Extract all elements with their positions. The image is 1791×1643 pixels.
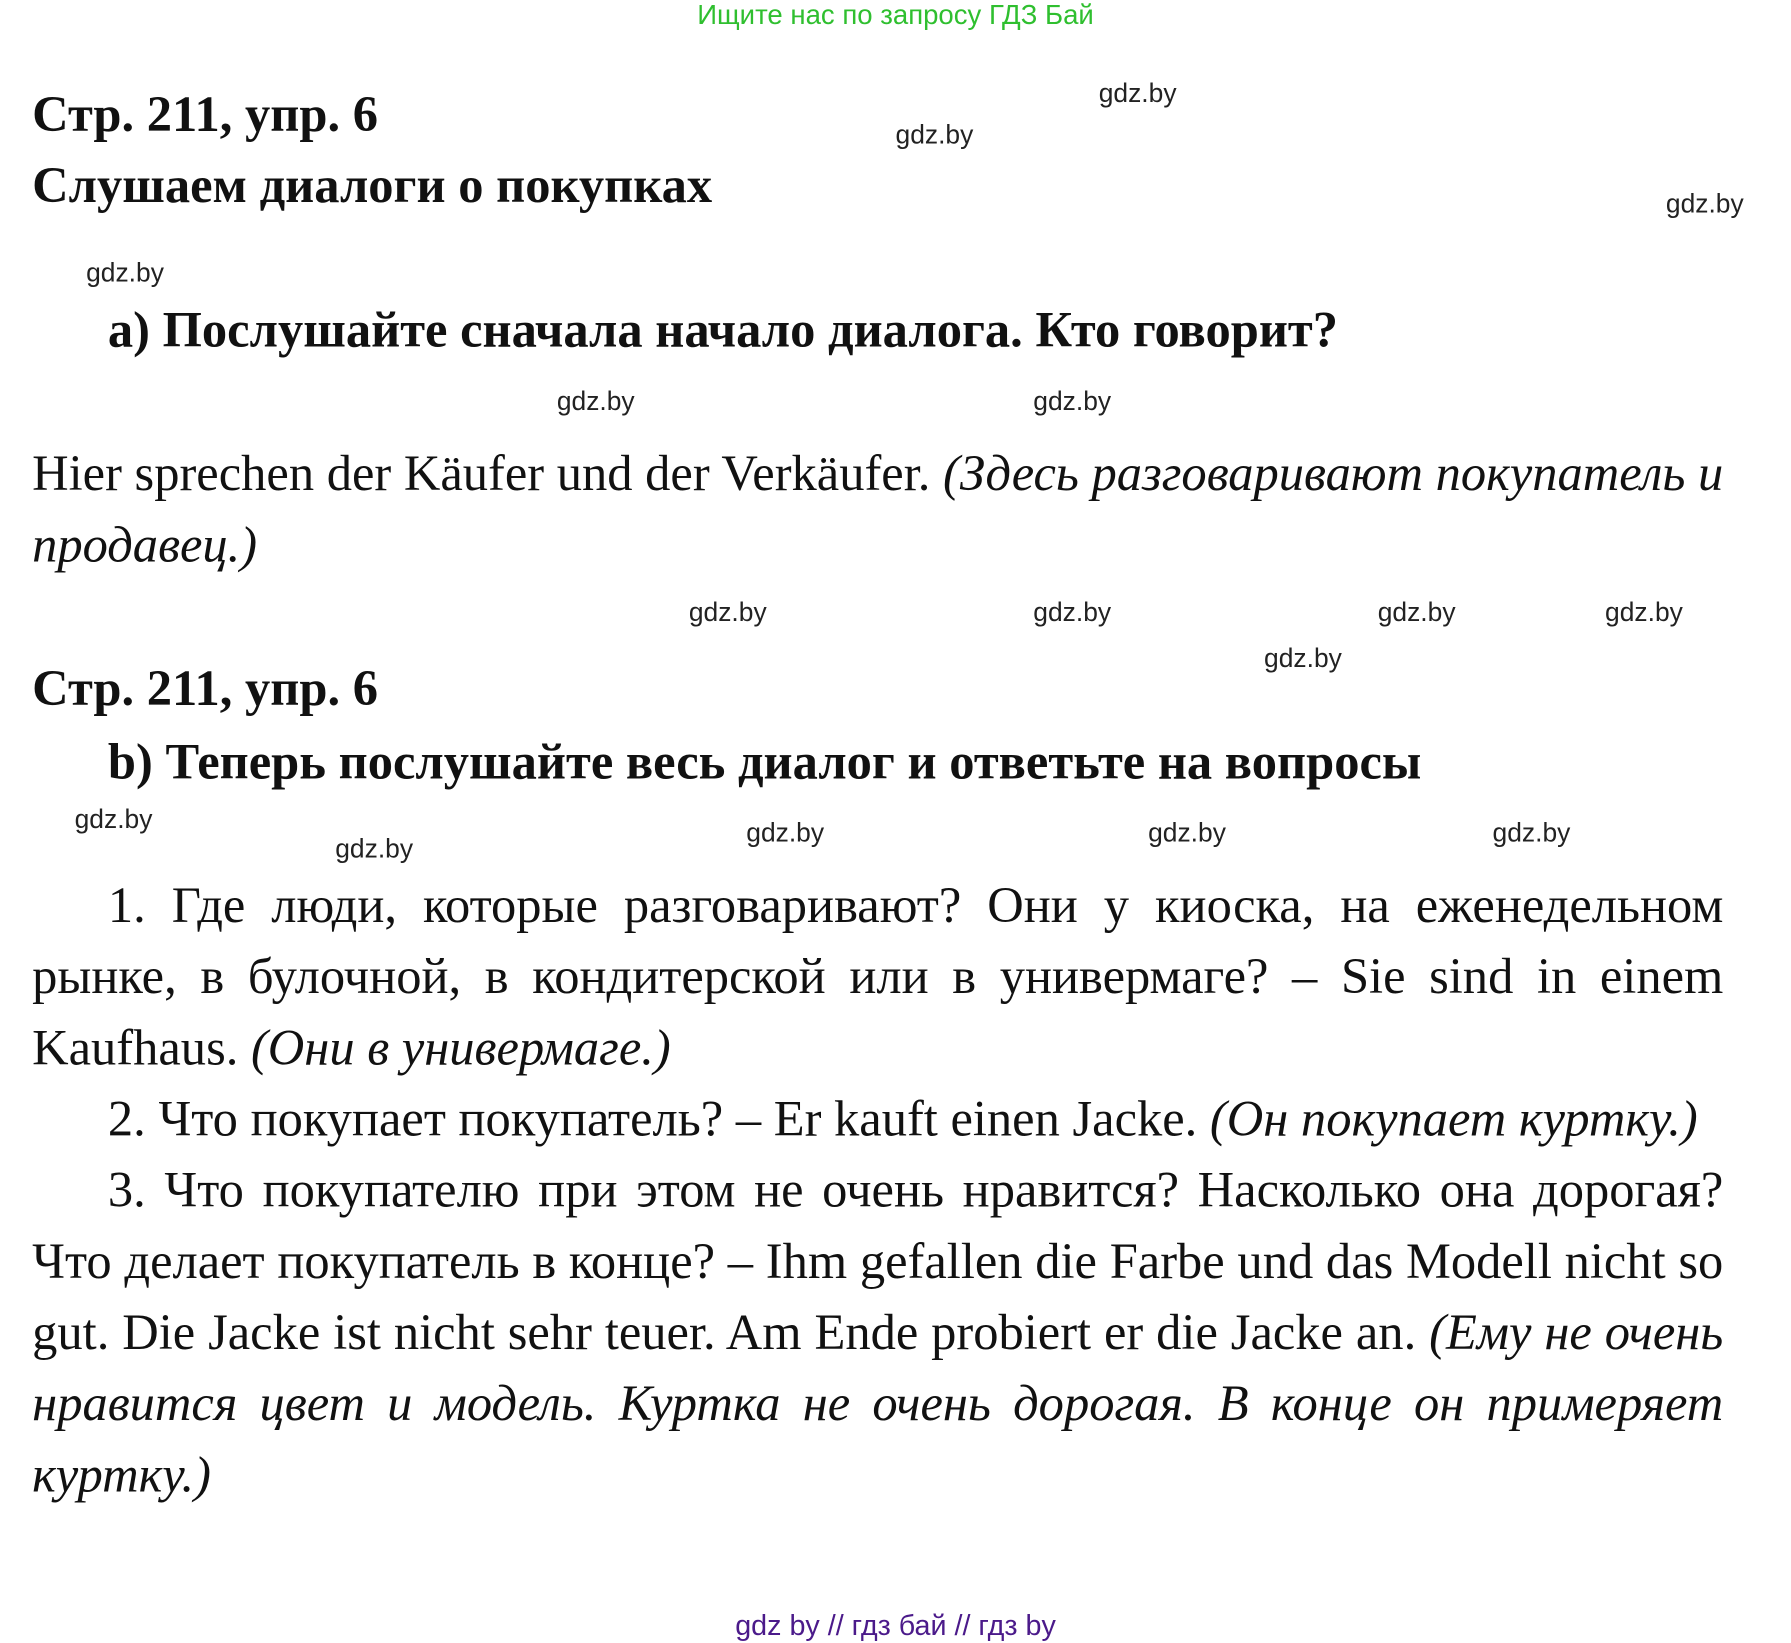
watermark: gdz.by: [1033, 597, 1112, 627]
watermark: gdz.by: [1492, 817, 1571, 848]
answer-item: [32, 870, 1723, 1084]
page-title-2: Стр. 211, упр. 6: [32, 660, 378, 717]
search-banner[interactable]: Ищите нас по запросу ГДЗ Бай: [697, 0, 1094, 31]
watermark: gdz.by: [1605, 597, 1683, 627]
watermark: gdz.by: [746, 817, 825, 848]
answer-ru: (Здесь разговаривают покупатель и продавец.): [32, 445, 1724, 573]
translation: (Он покупает куртку.): [1209, 1090, 1698, 1147]
answer-de: Hier sprechen der Käufer und der Verkäufer.: [32, 445, 931, 502]
task-a: a) Послушайте сначала начало диалога. Кто говорит?: [107, 301, 1339, 359]
watermark: gdz.by: [1033, 385, 1112, 416]
watermark: gdz.by: [1377, 597, 1456, 627]
translation: (Ему не очень нравится цвет и модель. Куртка не очень дорогая. В конце он примеряет куртку.): [32, 1304, 1724, 1503]
answer-a: [32, 439, 1723, 581]
answer-item: [32, 1084, 1723, 1155]
watermark: gdz.by: [556, 385, 635, 416]
watermark: gdz.by: [1665, 188, 1744, 219]
answer-item: [32, 1155, 1723, 1511]
watermark: gdz.by: [895, 119, 974, 150]
translation: (Они в универмаге.): [250, 1019, 671, 1076]
question-text: 1. Где люди, которые разговаривают? Они у киоска, на еженедельном рынке, в булочной, в кондитерской или в универмаге? – Sie sind in einem Kaufhaus.: [32, 877, 1724, 1076]
task-b: b) Теперь послушайте весь диалог и ответьте на вопросы: [107, 733, 1422, 790]
question-text: 2. Что покупает покупатель? – Er kauft einen Jacke.: [107, 1090, 1198, 1147]
watermark: gdz.by: [688, 597, 767, 627]
answers-b: [32, 870, 1723, 1511]
watermark: gdz.by: [335, 833, 414, 864]
watermark: gdz.by: [1098, 78, 1177, 108]
page-title-1: Стр. 211, упр. 6: [32, 86, 378, 143]
question-text: 3. Что покупателю при этом не очень нравится? Насколько она дорогая? Что делает покупатель в конце? – Ihm gefallen die Farbe und das Modell nicht so gut. Die Jacke ist nicht sehr teuer. Am Ende probiert er die Jacke an.: [32, 1161, 1724, 1361]
watermark: gdz.by: [1148, 817, 1226, 848]
watermark: gdz.by: [74, 803, 153, 834]
section-subtitle: Слушаем диалоги о покупках: [32, 157, 713, 214]
watermark: gdz.by: [86, 257, 164, 288]
footer-links[interactable]: gdz by // гдз бай // гдз by: [735, 1609, 1056, 1642]
watermark: gdz.by: [1264, 642, 1342, 673]
